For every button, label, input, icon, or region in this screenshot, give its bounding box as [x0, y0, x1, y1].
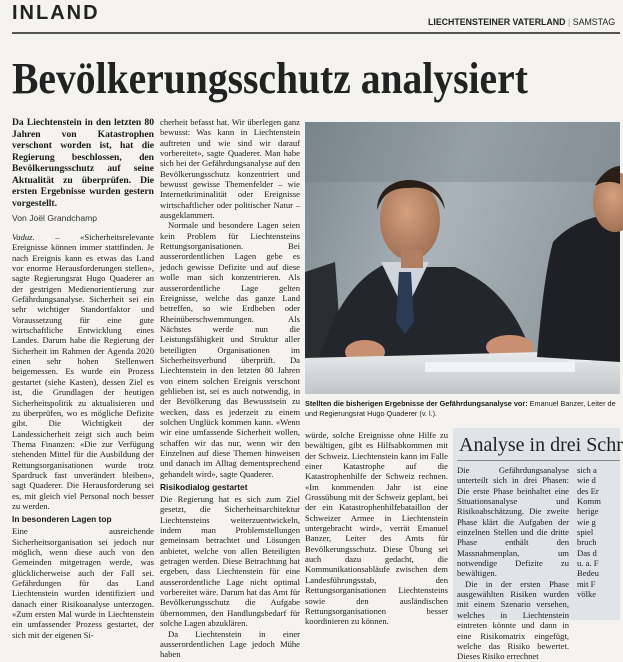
- box-line: u. a. F: [577, 558, 599, 569]
- masthead: [428, 17, 615, 27]
- box-line: Das d: [577, 547, 597, 558]
- article-column-1: [12, 232, 154, 640]
- caption-line-1: Stellten die bisherigen Ergebnisse der Gefährdungsanalyse vor: Emanuel Banzer, Leiter de: [305, 399, 616, 408]
- article-column-2: [160, 117, 300, 660]
- article-paragraph: Normale und besondere Lagen seien kein Problem für Liechtensteins Rettungsorganisationen. Bei ausserordentlichen Lagen gebe es jedoch gewisse Defizite und auf diese wolle man sich konzentrieren. Als ausserordentliche Lage gelten Ereignisse, welche das ganze Land betreffen, so wie Erdbeben oder Rheinüberschwemmungen. Als Nächstes werde nun die Leistungsfähigkeit und Struktur aller beteiligten Organisationen im Sicherheitsverbund überprüft. Da Liechtenstein in den letzten 80 Jahren von einem solchen Ereignis verschont geblieben ist, sei es auch notwendig, in der Bevölkerung das Bewusstsein zu wecken, dass es jederzeit zu einem solchen Unglück kommen kann. «Wenn wir eine umfassende Sicherheit wollen, schaffen wir das nur, wenn wir den Einzelnen auf diese Themen hinweisen und danach im Alltag dementsprechend gehandelt wird», sagte Quaderer.: [160, 220, 300, 479]
- info-box-paragraph: Die in der ersten Phase ausgewählten Risiken wurden mit einem Szenario versehen, welches in Liechtenstein eintreten könnte und dann in eine Risikomatrix eingefügt, welche das Risiko bewertet. Dieses Risiko errechnet: [457, 578, 569, 662]
- info-box-rule: [457, 460, 620, 461]
- info-box: [453, 428, 623, 662]
- box-line: herige: [577, 506, 599, 517]
- header-rule: [12, 32, 620, 34]
- box-line: sich a: [577, 465, 597, 475]
- dateline: Vaduz.: [12, 232, 35, 242]
- box-line: wie g: [577, 516, 596, 527]
- box-line: bruch: [577, 537, 597, 548]
- caption-line-2: und Regierungsrat Hugo Quaderer (v. l.).: [305, 408, 438, 418]
- box-line: wie d: [577, 475, 596, 486]
- article-paragraph: Vaduz. – «Sicherheitsrelevante Ereignisse können immer stattfinden. Je nach Ereignis kann es etwas das Land vor enorme Herausforderungen stellen», sagte Regierungsrat Hugo Quaderer an der gestrigen Medienorientierung zur Gefährdungsanalyse. Sicherheit sei ein sehr wichtiger Standortfaktor und Voraussetzung für eine gute wirtschaftliche Entwicklung eines Landes. Darum habe die Regierung der Sicherheit im Rahmen der Agenda 2020 einen sehr hohen Stellenwert beigemessen. Es wurde ein Prozess gestartet (siehe Kasten), dessen Ziel es ist, die Grundlagen der heutigen Sicherheitspolitik zu aktualisieren und zu überprüfen, wo es mögliche Defizite gibt. Die Wichtigkeit der Landessicherheit zeigt sich auch beim Thema Finanzen: «Die zur Verfügung stehenden Mittel für die Ausbildung der Rettungsorganisationen wurde trotz Spardruck fast unverändert bleiben», sagt Quaderer. Die Herausforderung sei es, mit gleich viel Personal noch besser zu werden.: [12, 232, 154, 511]
- subheading-lagen: In besonderen Lagen top: [12, 514, 112, 525]
- info-box-text: [457, 465, 569, 662]
- info-box-column-2: [577, 465, 620, 599]
- info-box-title: Analyse in drei Schr: [459, 434, 623, 456]
- article-paragraph: Eine ausreichende Sicherheitsorganisation sei jedoch nur möglich, wenn diese auch von den Gemeinden mitgetragen werde, was glücklicherweise auch der Fall sei. Gefährdungen für das Land Liechtenstein wurden identifiziert und danach einer Risikoanalyse unterzogen. «Zum ersten Mal wurde in Liechtenstein ein umfassender Prozess gestartet, der sich mit der eigenen Si-: [12, 526, 154, 640]
- subheading-risikodialog: Risikodialog gestartet: [160, 482, 248, 493]
- press-photo: [305, 122, 620, 394]
- box-line: spiel: [577, 527, 594, 538]
- article-paragraph: Die Regierung hat es sich zum Ziel gesetzt, die Sicherheitsarchitektur Liechtensteins weiterzuentwickeln, indem man Problemstellungen gemeinsam betrachtet und Lösungen anbietet, welche von allen Beteiligten getragen werden. Diese Betrachtung hat ergeben, dass Liechtenstein für eine ausserordentliche Lage nicht optimal vorbereitet wäre. Darum hat das Amt für Bevölkerungsschutz die Aufgabe übernommen, den Handlungsbedarf für solche Lagen abzuklären.: [160, 494, 300, 629]
- headline: Bevölkerungsschutz analysiert: [12, 54, 528, 103]
- box-line: Komm: [577, 496, 601, 507]
- section-label: INLAND: [12, 2, 100, 24]
- photo-caption: [305, 399, 620, 418]
- masthead-separator: |: [567, 17, 571, 27]
- paper-name: LIECHTENSTEINER VATERLAND: [428, 17, 566, 27]
- byline: Von Joël Grandchamp: [12, 213, 98, 223]
- article-paragraph: cherheit befasst hat. Wir überlegen ganz bewusst: Was kann in Liechtenstein auftreten und wie sind wir darauf vorbereitet», sagte Quaderer. Man habe sich bei der Gefährdungsanalyse auf den Bevölkerungsschutz konzentriert und bewusst gewisse Themenfelder – wie Internetkriminalität oder Ereignisse wirtschaftlicher oder politischer Natur – ausgeklammert.: [160, 117, 300, 221]
- article-column-3: [305, 430, 448, 627]
- article-paragraph: würde, solche Ereignisse ohne Hilfe zu bewältigen, gibt es Hilfsabkommen mit der Schweiz. Liechtenstein kann im Falle einer Katastrophe auf die Katastrophenhilfe der Schweiz rechnen. «Im kommenden Jahr ist eine Grossübung mit der Schweiz geplant, bei der ein Katastrophenhilfebataillon der Schweizer Armee in Liechtenstein untergebracht wird», verrät Emanuel Banzer, Leiter des Amts für Bevölkerungsschutz. Diese Übung sei auch dazu gedacht, die Kommunikationsabläufe zwischen dem Landesführungsstab, den Rettungsorganisationen Liechtensteins sowie den ausländischen Rettungsorganisationen besser koordinieren zu können.: [305, 430, 448, 627]
- box-line: mit F: [577, 578, 596, 589]
- lead-text: Da Liechtenstein in den letzten 80 Jahren von Katastrophen verschont worden ist, hat die Regierung beschlossen, den Bevölkerungsschutz auf seine Aktualität zu überprüfen. Die ersten Ergebnisse wurden gestern vorgestellt.: [12, 117, 154, 209]
- box-line: Bedeu: [577, 568, 599, 579]
- box-line: völke: [577, 589, 597, 600]
- issue-day: SAMSTAG: [572, 17, 616, 27]
- info-box-paragraph: Die Gefährdungsanalyse unterteilt sich in drei Phasen: Die erste Phase beinhaltet eine Situationsanalyse und Risikoabschätzung. Die zweite Phase klärt die Aufgaben der einzelnen Stellen und die dritte Phase enthält den Massnahmenplan, um notwendige Defizite zu bewältigen.: [457, 465, 569, 579]
- article-paragraph: Da Liechtenstein in einer ausserordentlichen Lage jedoch Mühe haben: [160, 628, 300, 660]
- box-line: des Er: [577, 485, 599, 496]
